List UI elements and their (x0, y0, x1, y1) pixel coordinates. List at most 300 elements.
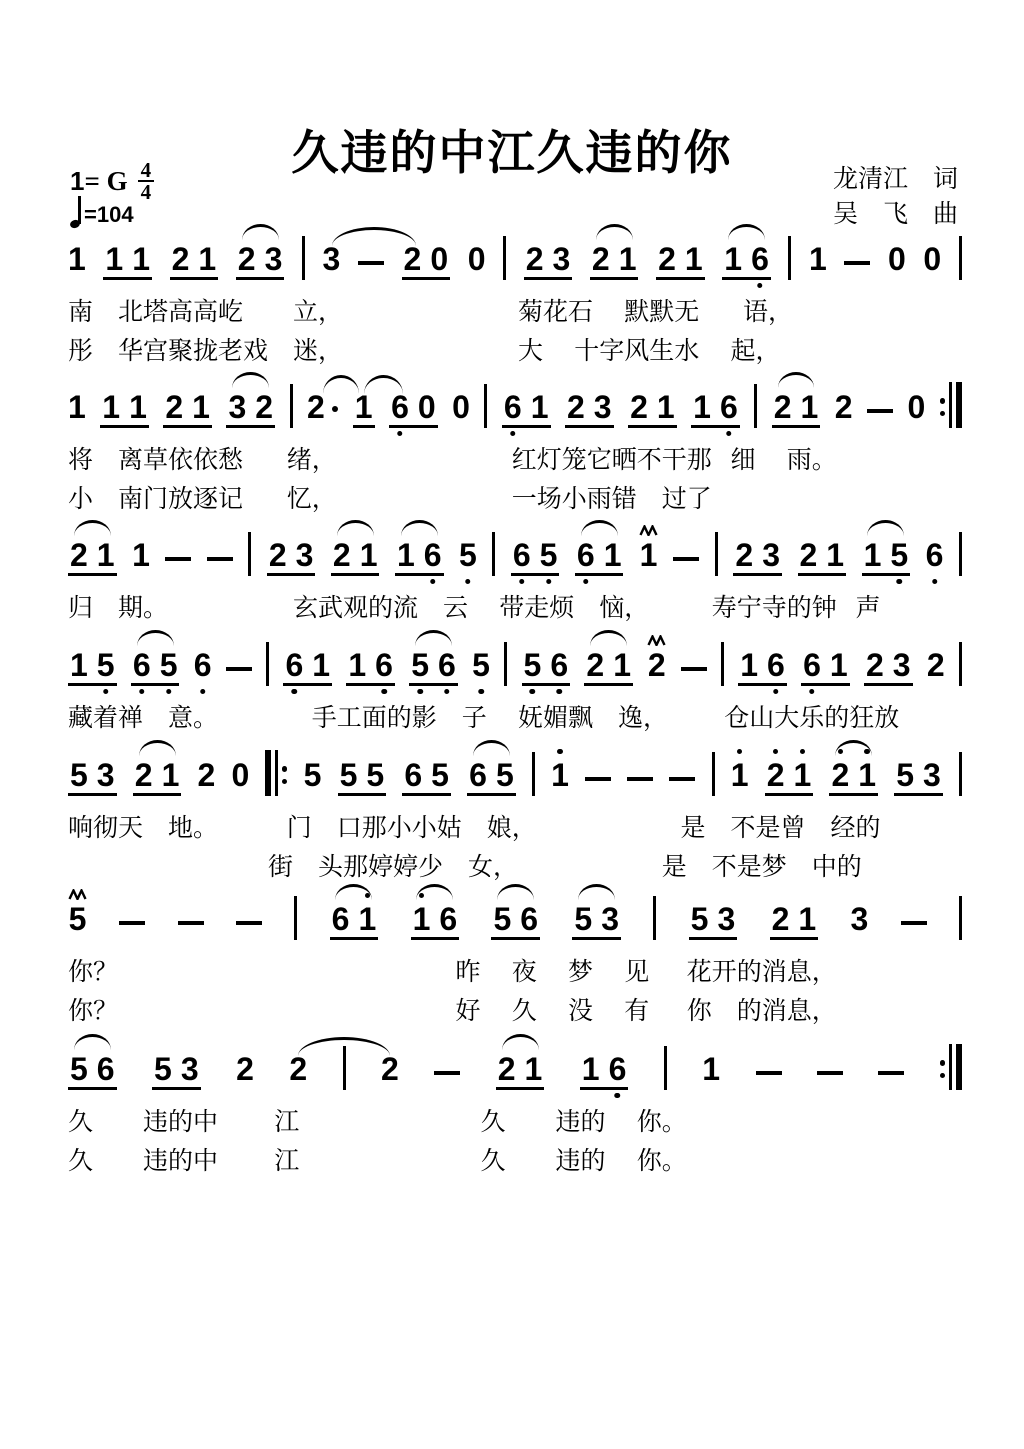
note-digit: 2 (332, 537, 351, 573)
high-octave-dot (737, 749, 743, 755)
note (693, 372, 711, 425)
lyrics-verse-2: 街 头那婷婷少 女， 是 不是梦 中的 (68, 854, 862, 881)
note-digit: 6 (423, 537, 442, 573)
note-digit: 0 (452, 389, 470, 425)
beamed-note-group (801, 630, 850, 686)
note-digit: 2 (289, 1051, 308, 1087)
barline (664, 1046, 667, 1090)
duration-dash (178, 921, 204, 926)
note-digit: 3 (762, 537, 781, 573)
note (927, 630, 945, 686)
note-digit: 5 (890, 537, 909, 573)
note-digit: 5 (523, 647, 542, 683)
note (826, 520, 844, 573)
note-digit: 0 (467, 241, 486, 277)
mordent-icon (647, 635, 666, 646)
note (296, 520, 314, 573)
note-digit: 2 (926, 647, 945, 683)
note-digit: 1 (68, 241, 86, 277)
note-digit: 0 (907, 389, 926, 425)
beamed-note-group (894, 740, 943, 796)
note-digit: 5 (303, 757, 322, 793)
note-digit: 3 (601, 901, 619, 937)
low-octave-dot (615, 1093, 621, 1099)
notation-line (68, 224, 962, 280)
note (794, 740, 812, 793)
note-digit: 1 (800, 389, 819, 425)
note (323, 224, 341, 280)
barline (266, 642, 269, 686)
note-digit: 6 (719, 389, 738, 425)
beamed-note-group (864, 630, 913, 686)
rest-note (418, 372, 436, 425)
note (731, 740, 749, 796)
beamed-note-group (722, 224, 771, 280)
note (702, 1034, 720, 1090)
note-digit: 3 (850, 901, 869, 937)
lyrics-verse-1: 你？ 昨 夜 梦 见 花开的消息， (68, 959, 837, 986)
composer-credit: 吴 飞 曲 (832, 201, 958, 228)
note (658, 224, 676, 277)
note (691, 884, 709, 937)
note (540, 520, 558, 573)
beamed-note-group (411, 884, 460, 940)
beamed-note-group (691, 372, 740, 428)
note-digit: 1 (656, 389, 675, 425)
note (582, 1034, 600, 1087)
note (70, 740, 88, 793)
rest-note (430, 224, 448, 277)
low-octave-dot (546, 579, 552, 585)
note (381, 1034, 399, 1090)
notation-line (68, 1034, 962, 1090)
beamed-note-group (170, 224, 219, 280)
note-digit: 2 (403, 241, 422, 277)
note-digit: 1 (740, 647, 758, 683)
beamed-note-group (338, 740, 387, 796)
note-digit: 5 (154, 1051, 172, 1087)
music-system-2 (68, 372, 962, 519)
repeat-end-sign (940, 1044, 962, 1090)
lyrics-verse-2: 你？ 好 久 没 有 你 的消息， (68, 998, 837, 1025)
note (269, 520, 287, 573)
note-digit: 2 (525, 241, 544, 277)
note-digit: 6 (751, 241, 769, 277)
duration-dash (119, 921, 145, 926)
music-system-5 (68, 740, 962, 887)
note (717, 884, 735, 937)
barline (959, 532, 962, 576)
low-octave-dot (103, 689, 109, 695)
note-digit: 6 (925, 537, 944, 573)
note-digit: 6 (512, 537, 531, 573)
beamed-note-group (283, 630, 332, 686)
note (102, 372, 120, 425)
note (97, 630, 115, 683)
note (923, 740, 941, 793)
note-digit: 6 (608, 1051, 627, 1087)
note (767, 630, 785, 683)
note (375, 630, 393, 683)
note (198, 740, 216, 796)
note-digit: 1 (129, 389, 147, 425)
note-digit: 3 (552, 241, 571, 277)
note (772, 884, 790, 937)
note-digit: 2 (268, 537, 287, 573)
beamed-note-group (580, 1034, 629, 1090)
beamed-note-group (862, 520, 911, 576)
lyrics-verse-2: 彤 华宫聚拢老戏 迷， 大 十字风生水 起， (68, 338, 781, 365)
beamed-note-group (522, 630, 571, 686)
note (767, 740, 785, 793)
note-digit: 1 (829, 647, 848, 683)
music-system-4 (68, 630, 962, 738)
note-digit: 2 (647, 647, 666, 683)
mordent-icon (68, 889, 87, 900)
note-digit: 0 (923, 241, 942, 277)
note-digit: 1 (192, 389, 210, 425)
note (896, 740, 914, 793)
beamed-note-group (502, 372, 551, 428)
beamed-note-group (68, 1034, 117, 1090)
note-digit: 6 (193, 647, 212, 683)
note-digit: 3 (96, 757, 115, 793)
note-digit: 5 (539, 537, 558, 573)
note-digit: 1 (581, 1051, 600, 1087)
beamed-note-group (689, 884, 738, 940)
note (304, 740, 322, 796)
note-digit: 0 (888, 241, 906, 277)
duration-dash (817, 1071, 843, 1076)
note-digit: 1 (412, 901, 431, 937)
note (504, 372, 522, 425)
note-digit: 2 (586, 647, 605, 683)
beamed-note-group (68, 740, 117, 796)
note-digit: 5 (495, 757, 514, 793)
note-digit: 1 (826, 537, 845, 573)
notation-line (68, 520, 962, 576)
note-digit: 2 (171, 241, 190, 277)
note (105, 224, 123, 277)
barline (788, 236, 791, 280)
beamed-note-group (68, 630, 117, 686)
high-octave-dot (773, 749, 779, 755)
lyrics-verse-1: 响彻天 地。 门 口那小小姑 娘， 是 不是曾 经的 (68, 815, 881, 842)
note-digit: 5 (96, 647, 115, 683)
note-digit: 2 (658, 241, 676, 277)
rest-note (468, 224, 486, 280)
note (893, 630, 911, 683)
rest-note (232, 740, 250, 796)
note-digit: 2 (197, 757, 216, 793)
note-digit: 6 (438, 647, 456, 683)
note (129, 372, 147, 425)
barline (653, 896, 656, 940)
note-digit: 1 (798, 901, 817, 937)
note (550, 630, 568, 683)
note (551, 740, 569, 796)
note (68, 372, 86, 428)
note (312, 630, 330, 683)
note-digit: 6 (803, 647, 821, 683)
note (472, 630, 490, 686)
notation-line (68, 372, 962, 428)
beamed-note-group (733, 520, 782, 576)
note (803, 630, 821, 683)
note-digit: 2 (255, 389, 274, 425)
note (431, 740, 449, 793)
duration-dash (867, 409, 893, 414)
note-digit: 1 (793, 757, 812, 793)
barline (532, 752, 535, 796)
low-octave-dot (809, 689, 815, 695)
duration-dash (207, 557, 233, 562)
note-digit: 6 (96, 1051, 115, 1087)
duration-dash (585, 777, 611, 782)
note-digit: 1 (68, 389, 86, 425)
note (165, 372, 183, 425)
note-digit: 5 (339, 757, 358, 793)
note-digit: 1 (102, 389, 121, 425)
low-octave-dot (519, 579, 525, 585)
duration-dash (901, 921, 927, 926)
note (181, 1034, 199, 1087)
note-digit: 2 (591, 241, 610, 277)
note (609, 1034, 627, 1087)
note-digit: 1 (354, 389, 373, 425)
note-digit: 2 (630, 389, 648, 425)
note-digit: 2 (834, 389, 853, 425)
note-digit: 1 (702, 1051, 721, 1087)
note (851, 884, 869, 940)
beamed-note-group (572, 884, 621, 940)
low-octave-dot (417, 689, 423, 695)
barline (248, 532, 251, 576)
note-digit: 1 (693, 389, 711, 425)
note-digit: 5 (472, 647, 490, 683)
duration-dash (226, 667, 252, 672)
beamed-note-group (590, 224, 639, 280)
tempo-value: =104 (84, 202, 134, 227)
low-octave-dot (556, 689, 562, 695)
low-octave-dot (530, 689, 536, 695)
beamed-note-group (738, 630, 787, 686)
lyrics-verse-1: 将 离草依依愁 绪， 红灯笼它晒不干那 细 雨。 (68, 447, 837, 474)
beamed-note-group (163, 372, 212, 428)
note-digit: 1 (132, 537, 150, 573)
beamed-note-group (100, 372, 149, 428)
barline (503, 236, 506, 280)
low-octave-dot (478, 689, 484, 695)
beamed-note-group (133, 740, 182, 796)
barline (484, 384, 487, 428)
low-octave-dot (381, 689, 387, 695)
note-digit: 3 (295, 537, 314, 573)
note-digit: 3 (180, 1051, 199, 1087)
beamed-note-group (565, 372, 614, 428)
duration-dash (673, 557, 699, 562)
low-octave-dot (897, 579, 903, 585)
barline (721, 642, 724, 686)
note-digit: 1 (96, 537, 115, 573)
note-digit: 2 (831, 757, 850, 793)
note (132, 224, 150, 277)
note-digit: 1 (684, 241, 703, 277)
note-digit: 6 (331, 901, 350, 937)
high-octave-dot (557, 749, 563, 755)
low-octave-dot (444, 689, 450, 695)
note-digit: 3 (593, 389, 612, 425)
rest-note (923, 224, 941, 280)
tie-arc (298, 1037, 390, 1056)
beamed-note-group (656, 224, 705, 280)
beamed-note-group (524, 224, 573, 280)
lyrics-verse-2: 小 南门放逐记 忆， 一场小雨错 过了 (68, 486, 712, 513)
note-digit: 5 (459, 537, 477, 573)
note-digit: 2 (307, 389, 325, 425)
barline (302, 236, 305, 280)
note-digit: 3 (322, 241, 341, 277)
duration-dash (669, 777, 695, 782)
note-digit: 2 (735, 537, 754, 573)
beamed-note-group (330, 884, 379, 940)
note-digit: 5 (366, 757, 385, 793)
note-digit: 0 (231, 757, 250, 793)
note (524, 630, 542, 683)
note-digit: 2 (237, 241, 256, 277)
beamed-note-group (467, 740, 516, 796)
rest-note (452, 372, 470, 428)
beamed-note-group (402, 740, 451, 796)
note-digit: 1 (618, 241, 637, 277)
music-system-3 (68, 520, 962, 628)
note-digit: 5 (690, 901, 709, 937)
beamed-note-group (584, 630, 633, 686)
duration-dash (681, 667, 707, 672)
barline (715, 532, 718, 576)
rest-note (888, 224, 906, 280)
note-digit: 3 (717, 901, 736, 937)
note-digit: 5 (70, 757, 88, 793)
notation-line (68, 884, 962, 940)
music-system-6 (68, 884, 962, 1031)
low-octave-dot (757, 283, 763, 289)
duration-dash (358, 261, 384, 266)
note (366, 740, 384, 793)
lyrics-verse-1: 藏着禅 意。 手工面的影 子 妩媚飘 逸， 仓山大乐的狂放 (68, 705, 900, 732)
note-digit: 5 (70, 1051, 88, 1087)
beamed-note-group (236, 224, 285, 280)
note (531, 372, 549, 425)
note-digit: 0 (430, 241, 449, 277)
note (685, 224, 703, 277)
note-digit: 1 (603, 537, 622, 573)
low-octave-dot (932, 579, 938, 585)
note (459, 520, 477, 576)
low-octave-dot (773, 689, 779, 695)
note (404, 224, 422, 277)
note (657, 372, 675, 425)
augmentation-dot (332, 406, 339, 413)
note (735, 520, 753, 573)
beamed-note-group (798, 520, 847, 576)
note-digit: 2 (236, 1051, 254, 1087)
low-octave-dot (139, 689, 145, 695)
note-digit: 6 (439, 901, 458, 937)
duration-dash (756, 1071, 782, 1076)
note-digit: 3 (892, 647, 911, 683)
time-signature: $\frac{4}{4}$ (138, 160, 155, 202)
note (567, 372, 585, 425)
barline (754, 384, 757, 428)
note-digit: 6 (550, 647, 569, 683)
note-digit: 6 (469, 757, 487, 793)
barline (712, 752, 715, 796)
lyrics-verse-1: 久 违的中 江 久 违的 你。 (68, 1109, 687, 1136)
beamed-note-group (829, 740, 878, 796)
note (594, 372, 612, 425)
low-octave-dot (726, 431, 732, 437)
mordent-icon (639, 525, 658, 536)
low-octave-dot (200, 689, 206, 695)
beamed-note-group (267, 520, 316, 576)
beamed-note-group (331, 520, 380, 576)
beamed-note-group (765, 740, 814, 796)
note-digit: 2 (773, 389, 792, 425)
note (639, 520, 658, 576)
lyrics-verse-2: 久 违的中 江 久 违的 你。 (68, 1148, 687, 1175)
note-digit: 1 (396, 537, 415, 573)
note-digit: 1 (530, 389, 549, 425)
note (68, 884, 87, 940)
note (340, 740, 358, 793)
note-digit: 5 (431, 757, 449, 793)
note (647, 630, 666, 686)
note (740, 630, 758, 683)
note (630, 372, 648, 425)
note-digit: 1 (863, 537, 882, 573)
song-title: 久违的中江久违的你 (291, 126, 733, 179)
note-digit: 1 (161, 757, 180, 793)
note-digit: 1 (730, 757, 749, 793)
note (513, 520, 531, 573)
note-digit: 1 (359, 537, 378, 573)
repeat-begin-sign (265, 750, 287, 796)
low-octave-dot (166, 689, 172, 695)
note (800, 520, 818, 573)
note-digit: 6 (391, 389, 409, 425)
note-digit: 5 (896, 757, 915, 793)
barline (492, 532, 495, 576)
barline (290, 384, 293, 428)
note-digit: 1 (858, 757, 877, 793)
note-digit: 5 (574, 901, 593, 937)
lyricist-credit: 龙清江 词 (832, 166, 958, 193)
note-digit: 1 (639, 537, 658, 573)
beamed-note-group (575, 520, 624, 576)
key-label: 1= G (70, 165, 128, 196)
low-octave-dot (430, 579, 436, 585)
note (172, 224, 190, 277)
note (798, 884, 816, 937)
note-digit: 3 (264, 241, 283, 277)
note-digit: 3 (228, 389, 247, 425)
barline (294, 896, 297, 940)
note (192, 372, 210, 425)
beamed-note-group (103, 224, 152, 280)
note (132, 520, 150, 576)
note-digit: 1 (613, 647, 632, 683)
